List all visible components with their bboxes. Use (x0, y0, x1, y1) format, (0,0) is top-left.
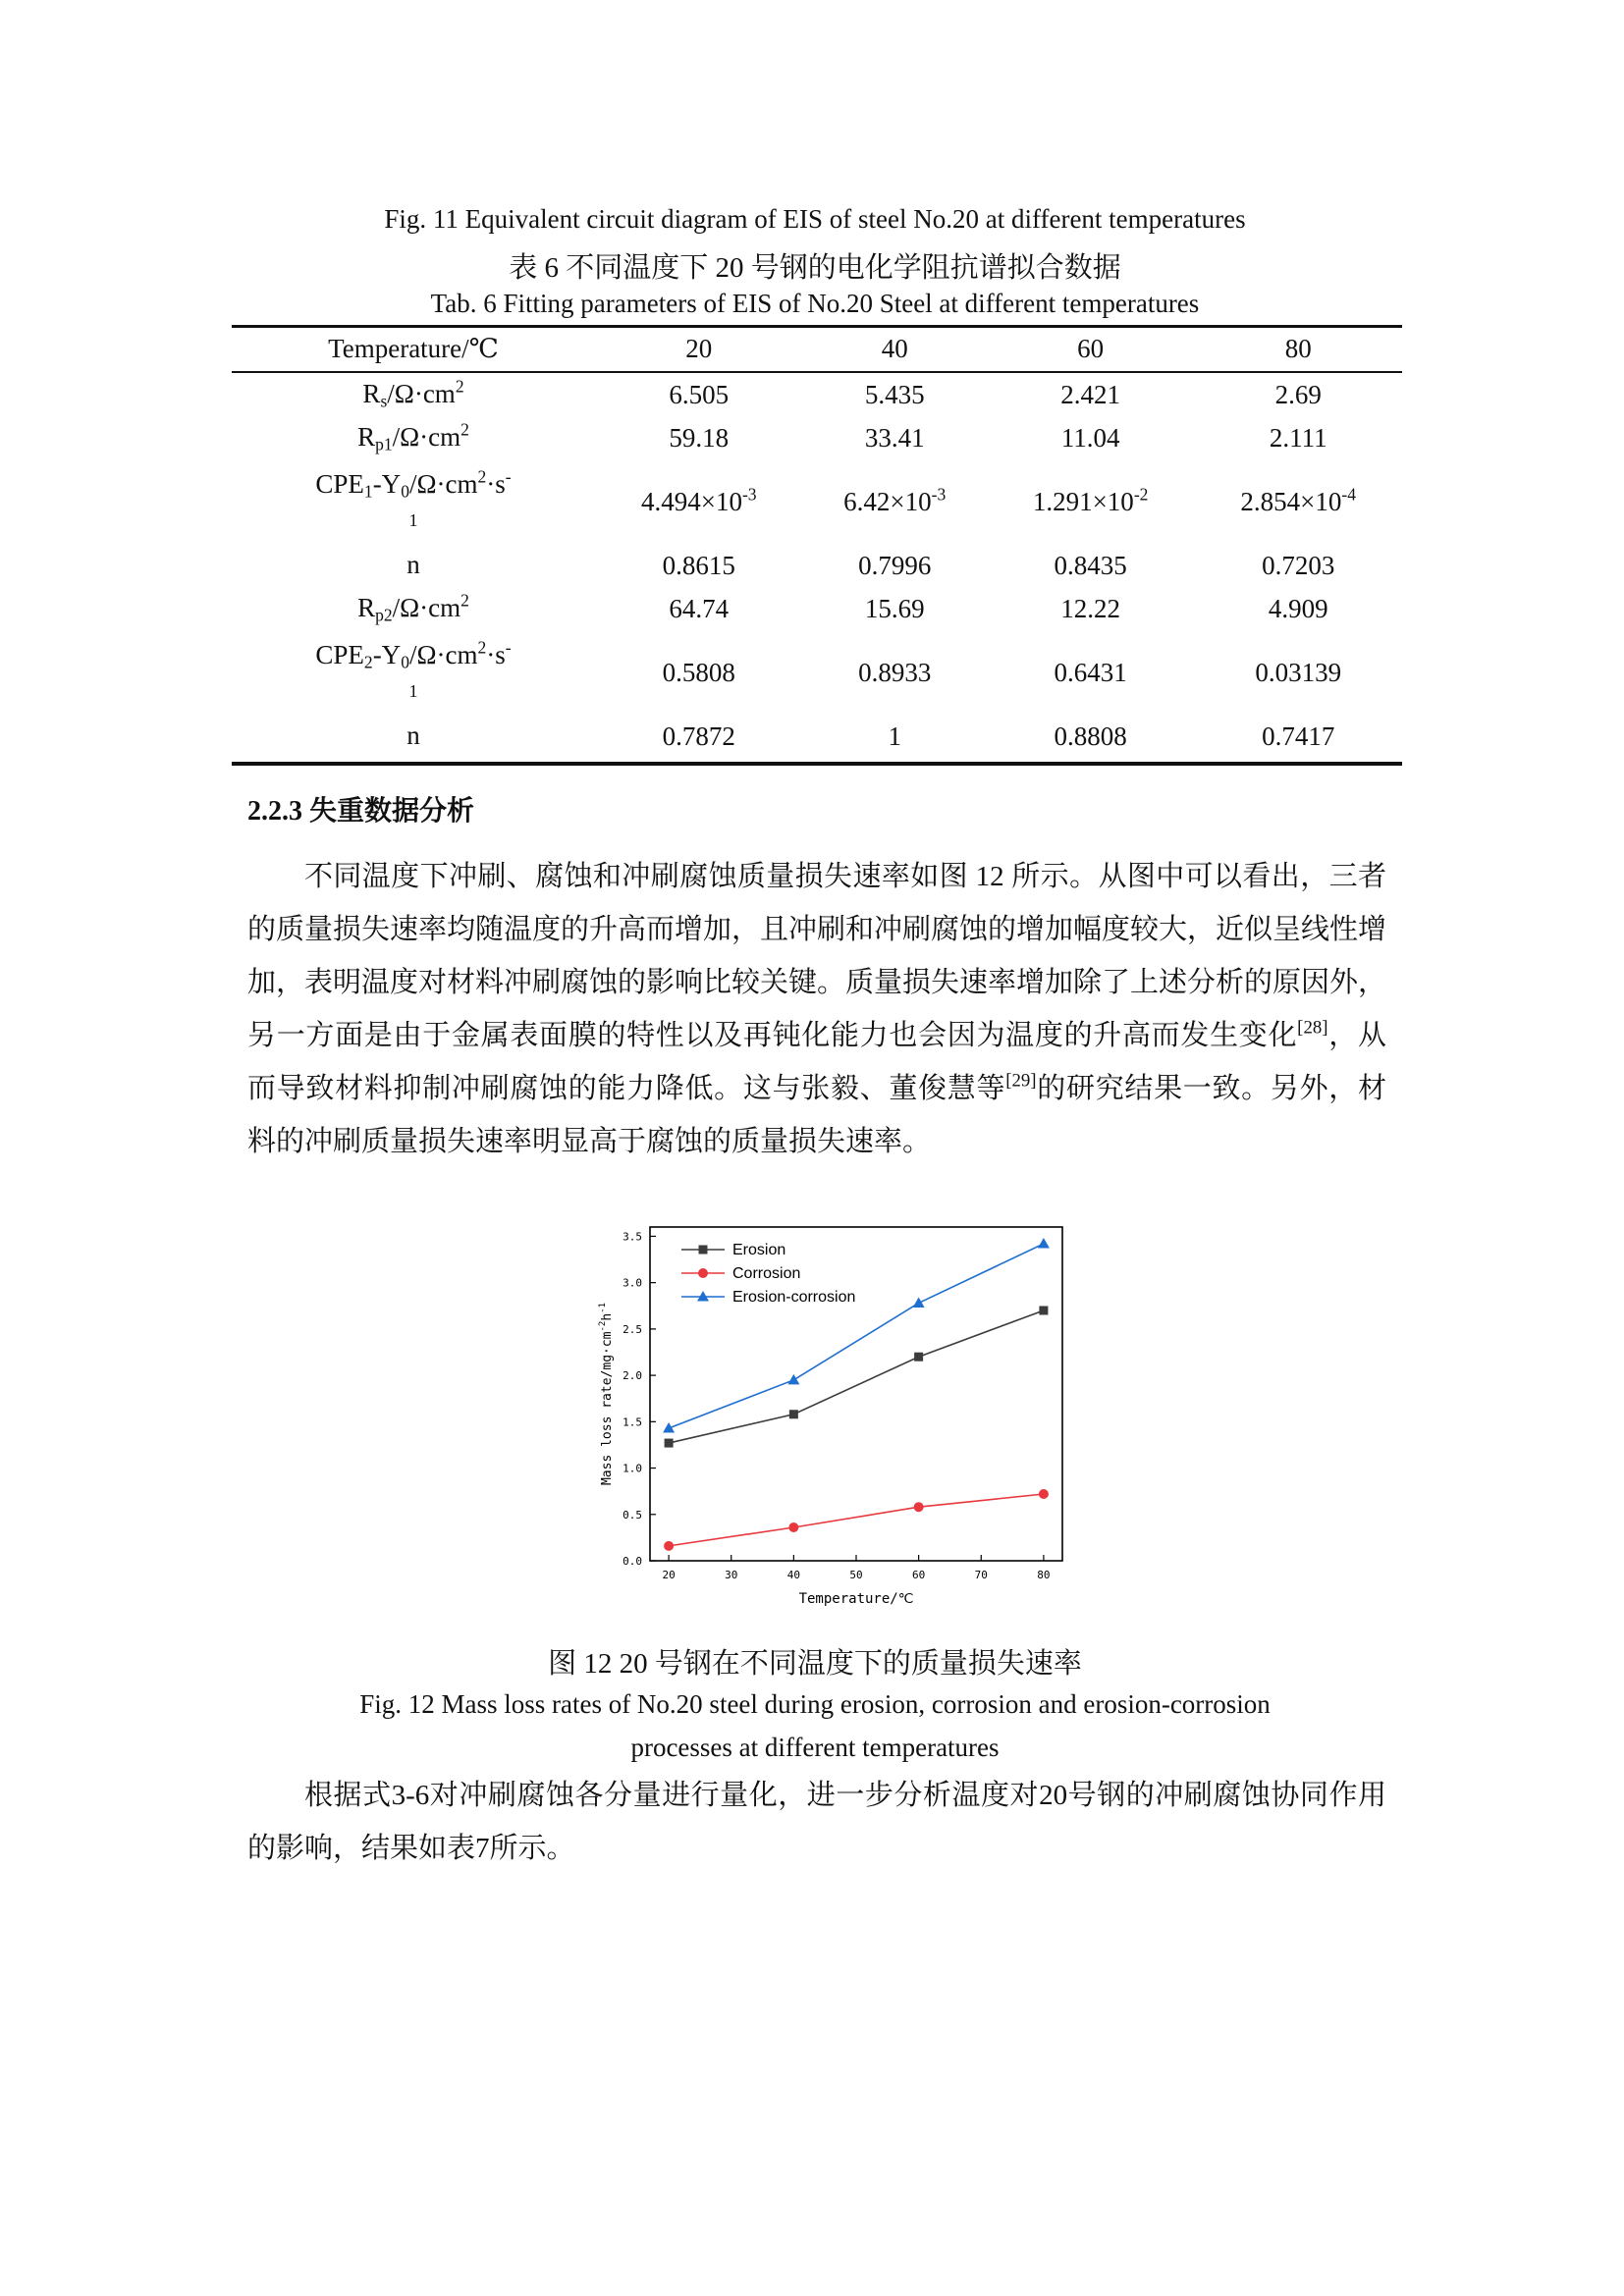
data-point-corrosion (788, 1522, 798, 1532)
data-point-corrosion (664, 1541, 674, 1551)
table-cell: $4.494\times 10^{-3}$ (640, 483, 757, 516)
table-cell: 0.7417 (1262, 721, 1335, 751)
fig12-caption-en (324, 1682, 1306, 1769)
table-row (232, 372, 1402, 416)
x-axis-label: Temperature/℃ (798, 1591, 914, 1607)
data-point-erosion (665, 1439, 674, 1448)
y-tick-label: 1.0 (623, 1462, 642, 1475)
table-cell: 0.7203 (1262, 550, 1335, 580)
table-row (232, 544, 1402, 587)
y-tick-label: 0.5 (623, 1508, 642, 1522)
y-tick-label: 3.0 (623, 1276, 642, 1290)
body-paragraph-2: 根据式3-6对冲刷腐蚀各分量进行量化，进一步分析温度对20号钢的冲刷腐蚀协同作用的影响，结果如表7所示。 (247, 1780, 1386, 1864)
row-label-n2: n (406, 721, 420, 751)
table-cell: 0.7872 (662, 721, 735, 751)
citation-29: [29] (1005, 1070, 1037, 1092)
table6-caption-cn: 表 6 不同温度下 20 号钢的电化学阻抗谱拟合数据 (509, 252, 1121, 284)
table-header-row (232, 327, 1402, 372)
data-point-erosion-corrosion (1038, 1238, 1050, 1249)
table-cell: 0.5808 (662, 657, 735, 687)
fig11-caption: Fig. 11 Equivalent circuit diagram of EIS of steel No.20 at different temperatures (384, 204, 1246, 234)
header-temp-60: 60 (987, 327, 1195, 372)
table-cell: 5.435 (864, 379, 925, 409)
citation-28: [28] (1297, 1017, 1328, 1039)
fig12-caption-en-line1: Fig. 12 Mass loss rates of No.20 steel during erosion, corrosion and erosion-corrosion (359, 1689, 1271, 1719)
data-point-erosion (914, 1353, 923, 1362)
fig12-chart (593, 1222, 1084, 1615)
series-line-erosion-corrosion (669, 1244, 1044, 1428)
table-cell: 2.421 (1060, 379, 1120, 409)
y-axis-label: Mass loss rate/$mg\cdot cm^{-2}h^{-1}$ (598, 1302, 615, 1486)
body-paragraph-1: 不同温度下冲刷、腐蚀和冲刷腐蚀质量损失速率如图 12 所示。从图中可以看出，三者的质量损失速率均随温度的升高而增加，且冲刷和冲刷腐蚀的增加幅度较大，近似呈线性增加，表明温度对材料冲刷腐蚀的影响比较关键。质量损失速率增加除了上述分析的原因外，另一方面是由于金属表面膜的特性以及再钝化能力也会因为温度的升高而发生变化[28]，从而导致材料抑制冲刷腐蚀的能力降低。这与张毅、董俊慧等[29]的研究结果一致。另外，材料的冲刷质量损失速率明显高于腐蚀的质量损失速率。 (247, 861, 1387, 1157)
fig12-caption-en-line2: processes at different temperatures (630, 1733, 1000, 1762)
table-row (232, 587, 1402, 630)
section-heading: 2.2.3 失重数据分析 (247, 796, 475, 827)
table-row (232, 416, 1402, 459)
legend-marker-erosion (699, 1246, 708, 1255)
table-cell: $1.291\times 10^{-2}$ (1032, 483, 1149, 516)
table-cell: 12.22 (1060, 593, 1120, 623)
y-tick-label: 2.5 (623, 1322, 642, 1336)
x-tick-label: 20 (662, 1569, 676, 1581)
row-label-rs: $R_s/\Omega\cdot cm^2$ (362, 376, 464, 411)
x-tick-label: 30 (725, 1569, 738, 1581)
y-tick-label: 1.5 (623, 1415, 642, 1429)
y-axis (623, 1230, 656, 1568)
table-cell: 0.7996 (858, 550, 932, 580)
table6 (232, 327, 1402, 758)
row-label-cpe1: $CPE_1-Y_0/\Omega\cdot cm^2\cdot s^-$ 1 (315, 466, 512, 530)
x-tick-label: 70 (974, 1569, 988, 1581)
table-cell: 64.74 (669, 593, 730, 623)
x-tick-label: 40 (786, 1569, 800, 1581)
x-tick-label: 60 (912, 1569, 926, 1581)
fig12-caption-cn: 图 12 20 号钢在不同温度下的质量损失速率 (548, 1648, 1082, 1680)
table-cell: 0.6431 (1054, 657, 1127, 687)
legend-marker-corrosion (698, 1268, 708, 1278)
table-cell: 33.41 (864, 422, 925, 453)
row-label-rp2: $R_{p2}/\Omega\cdot cm^2$ (357, 590, 469, 625)
data-point-erosion-corrosion (913, 1297, 925, 1308)
header-temp-40: 40 (803, 327, 987, 372)
header-temp-80: 80 (1194, 327, 1402, 372)
series-group (663, 1238, 1050, 1551)
table-cell: 0.8615 (662, 550, 735, 580)
table-cell: 1 (888, 721, 901, 751)
header-temperature-label: Temperature/℃ (232, 327, 595, 372)
x-tick-label: 50 (849, 1569, 863, 1581)
data-point-corrosion (1039, 1489, 1049, 1499)
series-line-corrosion (669, 1494, 1044, 1546)
table-row (232, 630, 1402, 715)
y-tick-label: 2.0 (623, 1369, 642, 1383)
table-cell: 59.18 (669, 422, 730, 453)
table-cell: 6.505 (669, 379, 730, 409)
table-cell: 2.69 (1274, 379, 1322, 409)
table-cell: 11.04 (1060, 422, 1120, 453)
table6-caption-en: Tab. 6 Fitting parameters of EIS of No.20 Steel at different temperatures (430, 289, 1200, 318)
data-point-erosion-corrosion (787, 1374, 799, 1385)
table-row (232, 715, 1402, 758)
table-cell: 0.8435 (1054, 550, 1127, 580)
row-label-cpe2: $CPE_2-Y_0/\Omega\cdot cm^2\cdot s^-$ 1 (315, 637, 512, 701)
table-cell: $6.42\times 10^{-3}$ (843, 483, 947, 516)
table-cell: 4.909 (1268, 593, 1328, 623)
data-point-erosion (789, 1410, 798, 1418)
header-temp-20: 20 (595, 327, 803, 372)
legend-label-erosion-corrosion: Erosion-corrosion (732, 1289, 856, 1306)
row-label-rp1: $R_{p1}/\Omega\cdot cm^2$ (357, 419, 469, 454)
table-cell: 0.8808 (1054, 721, 1127, 751)
legend (681, 1242, 855, 1306)
table-cell: 0.03139 (1255, 657, 1342, 687)
legend-label-corrosion: Corrosion (732, 1265, 801, 1282)
legend-label-erosion: Erosion (732, 1242, 786, 1258)
table-cell: 15.69 (864, 593, 925, 623)
x-axis (662, 1555, 1050, 1581)
plot-frame (650, 1227, 1062, 1561)
data-point-erosion (1039, 1307, 1048, 1315)
data-point-erosion-corrosion (663, 1422, 675, 1433)
table-bottom-rule (232, 762, 1402, 766)
row-label-n1: n (406, 550, 420, 580)
y-tick-label: 0.0 (623, 1555, 642, 1568)
table-cell: 2.111 (1269, 422, 1327, 453)
x-tick-label: 80 (1037, 1569, 1051, 1581)
table-cell: $2.854\times 10^{-4}$ (1240, 483, 1356, 516)
data-point-corrosion (914, 1502, 924, 1512)
series-line-erosion (669, 1310, 1044, 1443)
y-tick-label: 3.5 (623, 1230, 642, 1244)
table-row (232, 459, 1402, 544)
table-cell: 0.8933 (858, 657, 932, 687)
